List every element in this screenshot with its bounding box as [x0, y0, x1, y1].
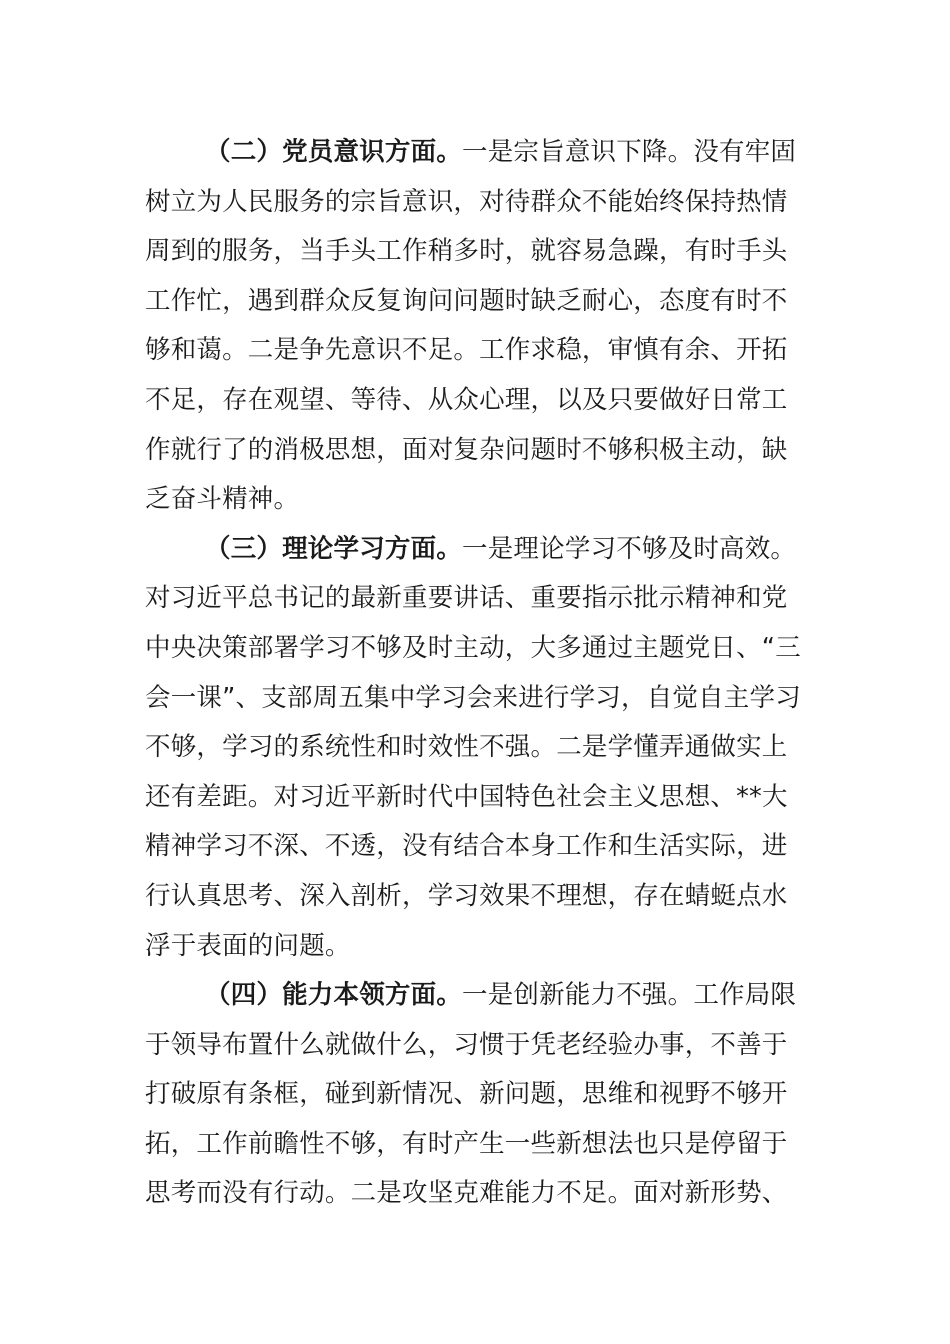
section-2-line-3: 工作忙，遇到群众反复询问问题时缺乏耐心，态度有时不 [145, 285, 788, 316]
section-3-line-7: 行认真思考、深入剖析，学习效果不理想，存在蜻蜓点水 [145, 880, 788, 911]
section-2-heading: （二）党员意识方面。 [205, 137, 463, 167]
section-3-line-8: 浮于表面的问题。 [145, 930, 351, 961]
section-3-line-6: 精神学习不深、不透，没有结合本身工作和生活实际，进 [145, 831, 788, 862]
section-2-line-6: 作就行了的消极思想，面对复杂问题时不够积极主动，缺 [145, 434, 788, 465]
section-2-line-5: 不足，存在观望、等待、从众心理，以及只要做好日常工 [145, 384, 788, 415]
section-4-line-3: 拓，工作前瞻性不够，有时产生一些新想法也只是停留于 [145, 1128, 788, 1159]
section-4-heading: （四）能力本领方面。 [205, 980, 463, 1011]
section-2-first-line [145, 128, 813, 178]
section-3-line-4: 不够，学习的系统性和时效性不强。二是学懂弄通做实上 [145, 732, 788, 763]
section-3-line-1: 对习近平总书记的最新重要讲话、重要指示批示精神和党 [145, 583, 788, 614]
document-body [145, 128, 813, 1219]
section-4-line-4: 思考而没有行动。二是攻坚克难能力不足。面对新形势、 [145, 1178, 788, 1209]
section-4-line-0: 一是创新能力不强。工作局限 [462, 980, 797, 1011]
section-2-line-0: 一是宗旨意识下降。没有牢固 [462, 137, 797, 167]
section-2-line-7: 乏奋斗精神。 [145, 484, 300, 515]
section-3-line-5: 还有差距。对习近平新时代中国特色社会主义思想、**大 [145, 781, 788, 812]
section-4-line-1: 于领导布置什么就做什么，习惯于凭老经验办事，不善于 [145, 1029, 788, 1060]
section-4-line-2: 打破原有条框，碰到新情况、新问题，思维和视野不够开 [145, 1079, 788, 1110]
section-3-line-2: 中央决策部署学习不够及时主动，大多通过主题党日、“三 [145, 632, 801, 663]
section-3-line-0: 一是理论学习不够及时高效。 [462, 533, 797, 564]
section-3-first-line [145, 525, 813, 575]
section-3-heading: （三）理论学习方面。 [205, 533, 463, 564]
section-2-line-2: 周到的服务，当手头工作稍多时，就容易急躁，有时手头 [145, 236, 788, 267]
section-4-first-line [145, 971, 813, 1021]
section-2-line-1: 树立为人民服务的宗旨意识，对待群众不能始终保持热情 [145, 186, 788, 217]
section-3-line-3: 会一课”、支部周五集中学习会来进行学习，自觉自主学习 [145, 682, 801, 713]
section-2-line-4: 够和蔼。二是争先意识不足。工作求稳，审慎有余、开拓 [145, 335, 788, 366]
